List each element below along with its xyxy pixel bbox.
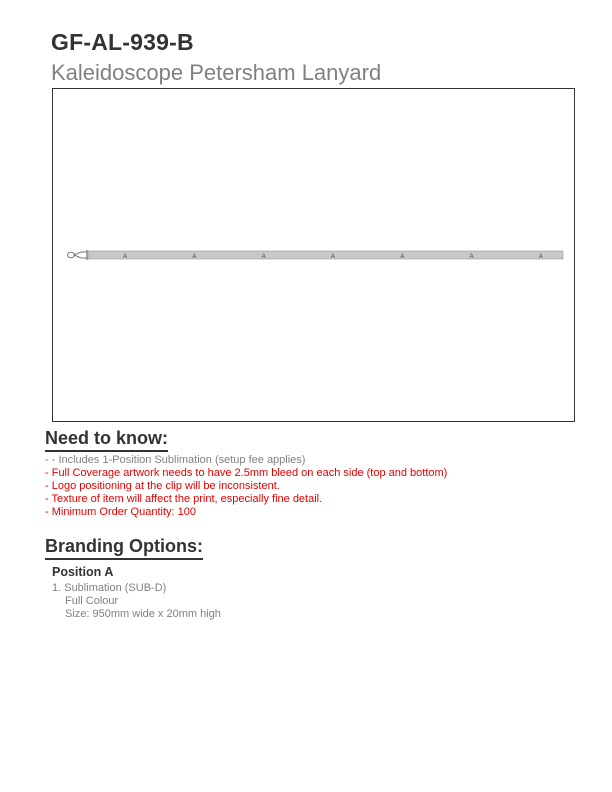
print-position-marker: A	[122, 254, 128, 260]
print-position-marker: A	[400, 254, 405, 260]
product-name: Kaleidoscope Petersham Lanyard	[51, 60, 382, 85]
print-position-marker: A	[538, 254, 543, 260]
position-details	[52, 582, 221, 621]
note-item: - Texture of item will affect the print, especially fine detail.	[45, 493, 323, 505]
product-code: GF-AL-939-B	[51, 29, 194, 55]
lanyard-strap	[88, 251, 563, 259]
print-position-marker: A	[192, 254, 197, 260]
print-position-marker: A	[330, 254, 335, 260]
branding-colour: Full Colour	[65, 595, 119, 607]
need-to-know-heading: Need to know:	[45, 428, 168, 452]
lanyard-clip-icon	[68, 250, 88, 260]
note-item: - Minimum Order Quantity: 100	[45, 506, 196, 518]
branding-method: 1. Sublimation (SUB-D)	[52, 582, 167, 594]
print-position-marker: A	[261, 254, 266, 260]
note-item: - Logo positioning at the clip will be inconsistent.	[45, 480, 280, 492]
branding-options-heading: Branding Options:	[45, 536, 203, 560]
product-illustration-frame	[52, 88, 575, 422]
need-to-know-list	[45, 454, 447, 519]
lanyard-illustration	[53, 89, 573, 420]
note-item: - - Includes 1-Position Sublimation (setup fee applies)	[45, 454, 306, 466]
position-title: Position A	[52, 565, 114, 579]
note-item: - Full Coverage artwork needs to have 2.5mm bleed on each side (top and bottom)	[45, 467, 448, 479]
print-position-marker: A	[469, 254, 474, 260]
branding-size: Size: 950mm wide x 20mm high	[65, 608, 221, 620]
